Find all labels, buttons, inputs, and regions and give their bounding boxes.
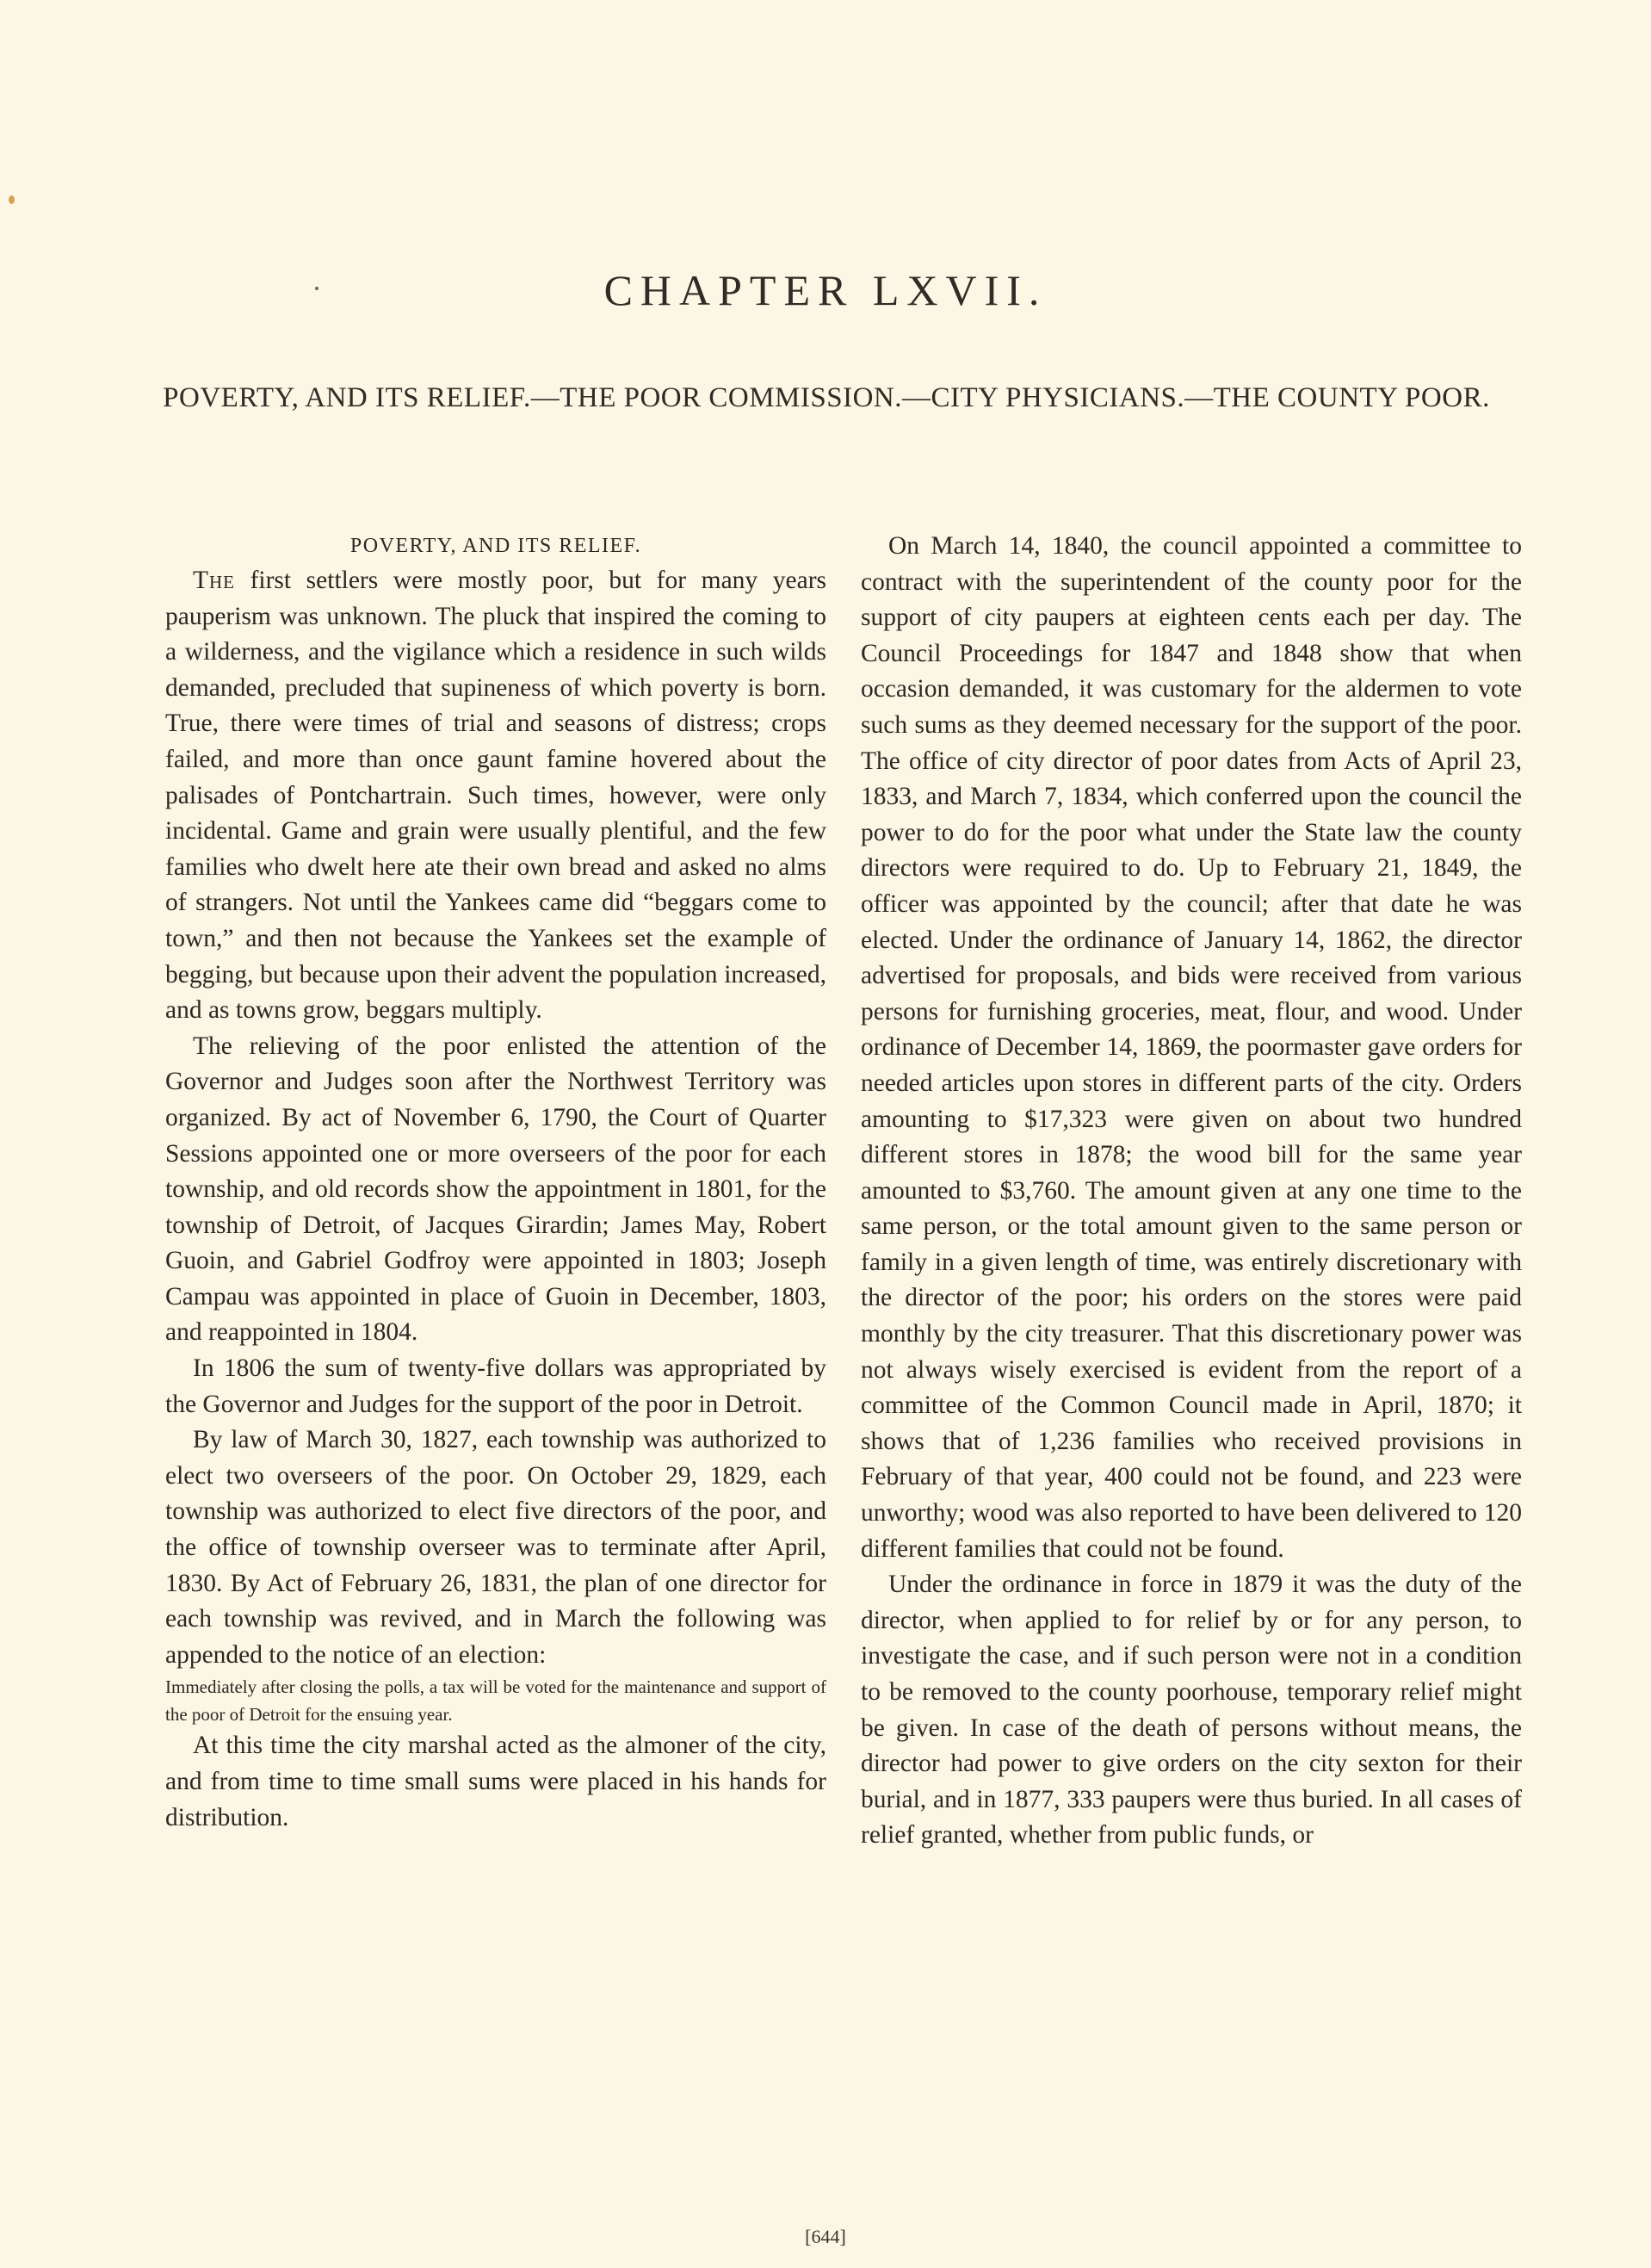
- left-column: [165, 529, 826, 1836]
- paragraph: In 1806 the sum of twenty-five dollars was appropriated by the Governor and Judges for the support of the poor in Detroit.: [165, 1354, 826, 1418]
- paragraph: At this time the city marshal acted as the almoner of the city, and from time to time small sums were placed in his hands for distribution.: [165, 1732, 826, 1831]
- paragraph-lead-word: The: [193, 567, 236, 594]
- paragraph: [165, 563, 826, 1029]
- chapter-subtitle: POVERTY, AND ITS RELIEF.—THE POOR COMMISSION.—CITY PHYSICIANS.—THE COUNTY POOR.: [163, 382, 1490, 413]
- paragraph: On March 14, 1840, the council appointed a committee to contract with the superintendent of the county poor for the support of city paupers at eighteen cents each per day. The Council Proceedings for 1847 and 1848 show that when occasion demanded, it was customary for the aldermen to vote such sums as they deemed necessary for the support of the poor. The office of city director of poor dates from Acts of April 23, 1833, and March 7, 1834, which conferred upon the council the power to do for the poor what under the State law the county directors were required to do. Up to February 21, 1849, the officer was appointed by the council; after that date he was elected. Under the ordinance of January 14, 1862, the director advertised for proposals, and bids were received from various persons for furnishing groceries, meat, flour, and wood. Under ordinance of December 14, 1869, the poormaster gave orders for needed articles upon stores in different parts of the city. Orders amounting to $17,323 were given on about two hundred different stores in 1878; the wood bill for the same year amounted to $3,760. The amount given at any one time to the same person, or the total amount given to the same person or family in a given length of time, was entirely discretionary with the director of the poor; his orders on the stores were paid monthly by the city treasurer. That this discretionary power was not always wisely exercised is evident from the report of a committee of the Common Council made in April, 1870; it shows that of 1,236 families who received provisions in February of that year, 400 could not be found, and 223 were unworthy; wood was also reported to have been delivered to 120 different families that could not be found.: [861, 532, 1522, 1563]
- section-heading: POVERTY, AND ITS RELIEF.: [349, 535, 642, 557]
- chapter-title: CHAPTER LXVII.: [603, 266, 1048, 314]
- paper-speck: [9, 195, 15, 204]
- paragraph: The relieving of the poor enlisted the attention of the Governor and Judges soon after the Northwest Territory was organized. By act of November 6, 1790, the Court of Quarter Sessions appointed one or more overseers of the poor for each township, and old records show the appointment in 1801, for the township of Detroit, of Jacques Girardin; James May, Robert Guoin, and Gabriel Godfroy were appointed in 1803; Joseph Campau was appointed in place of Guoin in December, 1803, and reappointed in 1804.: [165, 1032, 826, 1347]
- paragraph: By law of March 30, 1827, each township was authorized to elect two overseers of the poor. On October 29, 1829, each township was authorized to elect five directors of the poor, and the office of township overseer was to terminate after April, 1830. By Act of February 26, 1831, the plan of one director for each township was revived, and in March the following was appended to the notice of an election:: [165, 1426, 826, 1669]
- right-column: [861, 529, 1522, 1854]
- paragraph-text: first settlers were mostly poor, but for many years pauperism was unknown. The pluck that inspired the coming to a wilderness, and the vigilance which a residence in such wilds demanded, precluded that supineness of which poverty is born. True, there were times of trial and seasons of distress; crops failed, and more than once gaunt famine hovered about the palisades of Pontchartrain. Such times, however, were only incidental. Game and grain were usually plentiful, and the few families who dwelt here ate their own bread and asked no alms of strangers. Not until the Yankees came did “beggars come to town,” and then not because the Yankees set the example of begging, but because upon their advent the population increased, and as towns grow, beggars multiply.: [165, 567, 826, 1025]
- block-quote: Immediately after closing the polls, a tax will be voted for the maintenance and support of the poor of Detroit for the ensuing year.: [165, 1676, 826, 1726]
- paragraph: Under the ordinance in force in 1879 it was the duty of the director, when applied to for relief by or for any person, to investigate the case, and if such person were not in a condition to be removed to the county poorhouse, temporary relief might be given. In case of the death of persons without means, the director had power to give orders on the city sexton for their burial, and in 1877, 333 paupers were thus buried. In all cases of relief granted, whether from public funds, or: [861, 1571, 1522, 1850]
- page-number: [644]: [805, 2226, 846, 2247]
